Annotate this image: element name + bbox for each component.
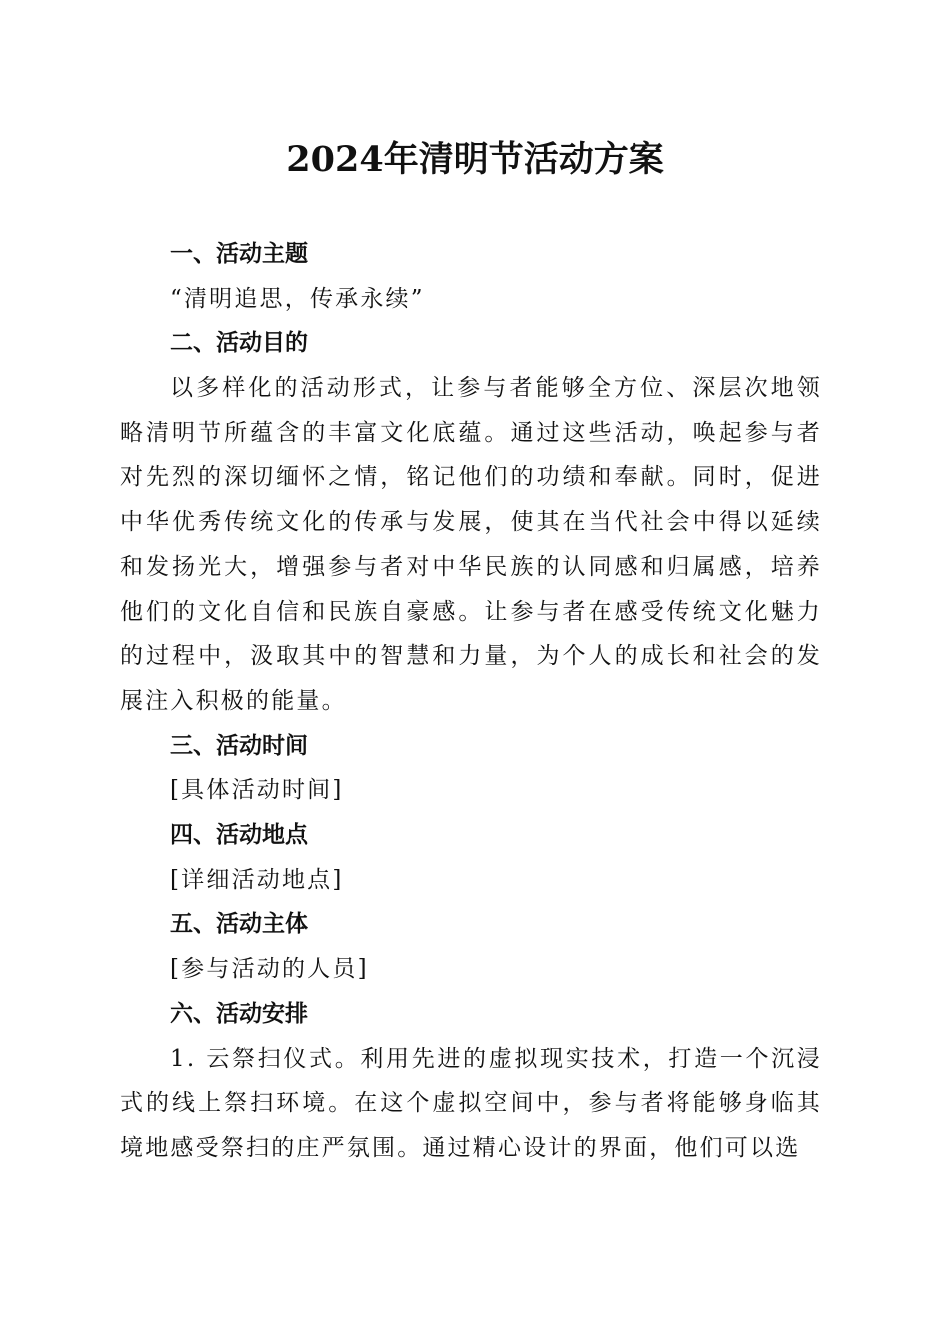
section-heading-participants: 五、活动主体: [170, 911, 308, 938]
document-title: 2024年清明节活动方案: [286, 139, 664, 180]
document-body: [120, 232, 822, 1171]
section-content-schedule: 1. 云祭扫仪式。利用先进的虚拟现实技术，打造一个沉浸式的线上祭扫环境。在这个虚拟空间中，参与者将能够身临其境地感受祭扫的庄严氛围。通过精心设计的界面，他们可以选: [120, 1045, 822, 1161]
section-heading-location: 四、活动地点: [170, 822, 308, 849]
section-heading-schedule: 六、活动安排: [170, 1000, 308, 1027]
section-content-time: [具体活动时间]: [170, 777, 344, 804]
section-content-location: [详细活动地点]: [170, 866, 344, 893]
section-heading-purpose: 二、活动目的: [170, 330, 308, 357]
section-content-theme: “清明追思，传承永续”: [170, 285, 425, 312]
section-heading-theme: 一、活动主题: [170, 241, 308, 267]
section-content-purpose: 以多样化的活动形式，让参与者能够全方位、深层次地领略清明节所蕴含的丰富文化底蕴。通过这些活动，唤起参与者对先烈的深切缅怀之情，铭记他们的功绩和奉献。同时，促进中华优秀传统文化的传承与发展，使其在当代社会中得以延续和发扬光大，增强参与者对中华民族的认同感和归属感，培养他们的文化自信和民族自豪感。让参与者在感受传统文化魅力的过程中，汲取其中的智慧和力量，为个人的成长和社会的发展注入积极的能量。: [120, 375, 822, 714]
section-content-participants: [参与活动的人员]: [170, 956, 369, 983]
section-heading-time: 三、活动时间: [170, 732, 308, 759]
